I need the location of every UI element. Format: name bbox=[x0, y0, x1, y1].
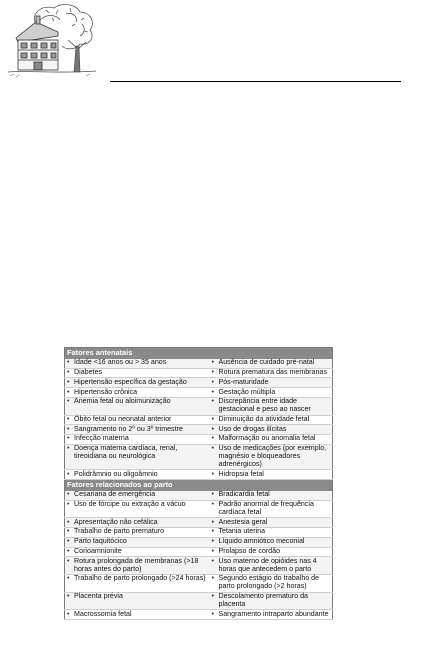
risk-factor-text: Trabalho de parto prematuro bbox=[74, 527, 165, 536]
list-item bbox=[67, 611, 208, 619]
table-row bbox=[65, 470, 333, 480]
list-item bbox=[67, 379, 208, 387]
table-cell bbox=[65, 574, 210, 592]
risk-factor-text: Polidrâmnio ou oligoâmnio bbox=[74, 469, 158, 478]
section-header: Fatores relacionados ao parto bbox=[65, 480, 333, 492]
bullet-icon: • bbox=[211, 500, 214, 509]
table-cell bbox=[65, 425, 210, 435]
risk-factor-text: Trabalho de parto prolongado (>24 horas) bbox=[74, 574, 206, 583]
list-item bbox=[67, 491, 208, 499]
risk-factor-text: Cesariana de emergência bbox=[74, 490, 156, 499]
bullet-icon: • bbox=[211, 591, 214, 600]
section-header-row bbox=[65, 480, 333, 492]
bullet-icon: • bbox=[67, 444, 70, 453]
risk-factor-text: Descolamento prematuro da placenta bbox=[218, 591, 309, 608]
risk-factor-text: Rotura prematura das membranas bbox=[218, 368, 327, 377]
risk-factor-text: Uso materno de opióides nas 4 horas que antecedem o parto bbox=[218, 556, 317, 573]
table-cell bbox=[210, 528, 333, 538]
table-cell bbox=[210, 537, 333, 547]
list-item bbox=[67, 538, 208, 546]
risk-factor-text: Diminuição da atividade fetal bbox=[218, 414, 310, 423]
labor-section bbox=[65, 480, 333, 620]
bullet-icon: • bbox=[67, 424, 70, 433]
table-cell bbox=[210, 444, 333, 470]
list-item bbox=[67, 416, 208, 424]
bullet-icon: • bbox=[67, 609, 70, 618]
bullet-icon: • bbox=[67, 546, 70, 555]
table-cell bbox=[210, 592, 333, 610]
risk-factor-text: Sangramento no 2º ou 3º trimestre bbox=[74, 424, 183, 433]
list-item bbox=[212, 379, 331, 387]
list-item bbox=[212, 359, 331, 367]
list-item bbox=[212, 501, 331, 517]
table-cell bbox=[210, 388, 333, 398]
table-row bbox=[65, 444, 333, 470]
table-row bbox=[65, 574, 333, 592]
bullet-icon: • bbox=[67, 368, 70, 377]
table-row bbox=[65, 378, 333, 388]
bullet-icon: • bbox=[211, 424, 214, 433]
list-item bbox=[67, 359, 208, 367]
antenatal-section bbox=[65, 348, 333, 480]
table-cell bbox=[210, 491, 333, 500]
list-item bbox=[67, 575, 208, 583]
table-cell bbox=[210, 434, 333, 444]
bullet-icon: • bbox=[211, 377, 214, 386]
bullet-icon: • bbox=[67, 537, 70, 546]
list-item bbox=[67, 471, 208, 479]
table-cell bbox=[210, 378, 333, 388]
bullet-icon: • bbox=[67, 490, 70, 499]
bullet-icon: • bbox=[67, 527, 70, 536]
table-cell bbox=[65, 547, 210, 557]
list-item bbox=[67, 389, 208, 397]
risk-factor-text: Anestesia geral bbox=[218, 517, 268, 526]
table-cell bbox=[65, 397, 210, 415]
risk-factor-text: Óbito fetal ou neonatal anterior bbox=[74, 414, 172, 423]
risk-factor-text: Corioamnionite bbox=[74, 546, 122, 555]
list-item bbox=[212, 398, 331, 414]
table-row bbox=[65, 547, 333, 557]
table-cell bbox=[65, 491, 210, 500]
table-row bbox=[65, 491, 333, 500]
table-row bbox=[65, 388, 333, 398]
table-cell bbox=[210, 470, 333, 480]
table-cell bbox=[65, 378, 210, 388]
section-header: Fatores antenatais bbox=[65, 348, 333, 360]
risk-factor-text: Tetania uterina bbox=[218, 527, 266, 536]
risk-factor-text: Hipertensão específica da gestação bbox=[74, 377, 187, 386]
table-row bbox=[65, 528, 333, 538]
risk-factor-text: Bradicardia fetal bbox=[218, 490, 270, 499]
bullet-icon: • bbox=[67, 397, 70, 406]
table-cell bbox=[210, 368, 333, 378]
list-item bbox=[212, 445, 331, 469]
list-item bbox=[212, 471, 331, 479]
bullet-icon: • bbox=[67, 377, 70, 386]
table-row bbox=[65, 359, 333, 368]
table-row bbox=[65, 425, 333, 435]
table-row bbox=[65, 518, 333, 528]
table-row bbox=[65, 500, 333, 518]
table-cell bbox=[210, 547, 333, 557]
risk-factor-text: Padrão anormal de frequência cardíaca fetal bbox=[218, 500, 314, 517]
bullet-icon: • bbox=[67, 591, 70, 600]
bullet-icon: • bbox=[67, 358, 70, 367]
table-cell bbox=[210, 397, 333, 415]
risk-factor-text: Discrepância entre idade gestacional e peso ao nascer bbox=[218, 397, 311, 414]
risk-factors-table bbox=[64, 347, 333, 620]
header-divider bbox=[110, 81, 401, 82]
risk-factor-text: Uso de drogas ilícitas bbox=[218, 424, 287, 433]
risk-factor-text: Macrossomia fetal bbox=[74, 609, 132, 618]
list-item bbox=[212, 538, 331, 546]
list-item bbox=[212, 548, 331, 556]
table-cell bbox=[65, 368, 210, 378]
table-row bbox=[65, 537, 333, 547]
table-cell bbox=[65, 537, 210, 547]
list-item bbox=[212, 491, 331, 499]
table-row bbox=[65, 368, 333, 378]
table-cell bbox=[210, 415, 333, 425]
risk-factor-text: Pós-maturidade bbox=[218, 377, 269, 386]
table-cell bbox=[65, 500, 210, 518]
risk-factor-text: Malformação ou anomalia fetal bbox=[218, 434, 316, 443]
bullet-icon: • bbox=[211, 368, 214, 377]
table-cell bbox=[65, 528, 210, 538]
risk-factor-text: Uso de medicações (por exemplo, magnésio e bloqueadores adrenérgicos) bbox=[218, 444, 327, 468]
risk-factor-text: Prolapso de cordão bbox=[218, 546, 281, 555]
bullet-icon: • bbox=[211, 358, 214, 367]
table-cell bbox=[65, 359, 210, 368]
list-item bbox=[67, 445, 208, 461]
table-cell bbox=[65, 557, 210, 575]
table-cell bbox=[65, 415, 210, 425]
risk-factor-text: Apresentação não cefálica bbox=[74, 517, 158, 526]
table-cell bbox=[65, 470, 210, 480]
risk-factor-text: Hidropsia fetal bbox=[218, 469, 264, 478]
risk-factor-text: Anemia fetal ou aloimunização bbox=[74, 397, 171, 406]
risk-factor-text: Diabetes bbox=[74, 368, 102, 377]
list-item bbox=[212, 593, 331, 609]
list-item bbox=[67, 435, 208, 443]
risk-factor-text: Uso de fórcipe ou extração a vácuo bbox=[74, 500, 186, 509]
list-item bbox=[67, 593, 208, 601]
bullet-icon: • bbox=[211, 556, 214, 565]
table-row bbox=[65, 557, 333, 575]
table-cell bbox=[65, 592, 210, 610]
bullet-icon: • bbox=[67, 556, 70, 565]
table-row bbox=[65, 592, 333, 610]
list-item bbox=[212, 528, 331, 536]
risk-factor-text: Segundo estágio do trabalho de parto prolongado (>2 horas) bbox=[218, 574, 320, 591]
table-row bbox=[65, 434, 333, 444]
table-cell bbox=[210, 425, 333, 435]
list-item bbox=[67, 369, 208, 377]
bullet-icon: • bbox=[67, 414, 70, 423]
risk-factor-text: Hipertensão crônica bbox=[74, 387, 138, 396]
bullet-icon: • bbox=[67, 500, 70, 509]
bullet-icon: • bbox=[67, 387, 70, 396]
bullet-icon: • bbox=[211, 397, 214, 406]
list-item bbox=[212, 416, 331, 424]
risk-factor-text: Gestação múltipla bbox=[218, 387, 276, 396]
list-item bbox=[212, 389, 331, 397]
table-cell bbox=[65, 434, 210, 444]
risk-factor-text: Ausência de cuidado pré-natal bbox=[218, 358, 315, 367]
table-row bbox=[65, 415, 333, 425]
risk-factor-text: Líquido amniótico meconial bbox=[218, 537, 305, 546]
list-item bbox=[67, 558, 208, 574]
list-item bbox=[212, 426, 331, 434]
list-item bbox=[67, 519, 208, 527]
table-cell bbox=[65, 444, 210, 470]
bullet-icon: • bbox=[211, 414, 214, 423]
risk-factor-text: Idade <16 anos ou > 35 anos bbox=[74, 358, 167, 367]
bullet-icon: • bbox=[211, 490, 214, 499]
table-row bbox=[65, 397, 333, 415]
bullet-icon: • bbox=[211, 537, 214, 546]
bullet-icon: • bbox=[211, 574, 214, 583]
table-cell bbox=[65, 388, 210, 398]
bullet-icon: • bbox=[211, 546, 214, 555]
risk-factor-text: Infecção materna bbox=[74, 434, 129, 443]
list-item bbox=[67, 548, 208, 556]
table-cell bbox=[65, 610, 210, 620]
list-item bbox=[212, 435, 331, 443]
table-cell bbox=[210, 500, 333, 518]
table-cell bbox=[65, 518, 210, 528]
list-item bbox=[67, 501, 208, 509]
table-cell bbox=[210, 574, 333, 592]
bullet-icon: • bbox=[67, 574, 70, 583]
list-item bbox=[212, 575, 331, 591]
list-item bbox=[212, 369, 331, 377]
risk-factor-text: Rotura prolongada de membranas (>18 horas antes do parto) bbox=[74, 556, 199, 573]
bullet-icon: • bbox=[211, 517, 214, 526]
risk-factor-text: Sangramento intraparto abundante bbox=[218, 609, 329, 618]
list-item bbox=[212, 558, 331, 574]
list-item bbox=[212, 611, 331, 619]
bullet-icon: • bbox=[211, 444, 214, 453]
bullet-icon: • bbox=[211, 609, 214, 618]
list-item bbox=[212, 519, 331, 527]
list-item bbox=[67, 398, 208, 406]
risk-factor-text: Doença materna cardíaca, renal, tireoidiana ou neurológica bbox=[74, 444, 178, 461]
table-cell bbox=[210, 359, 333, 368]
bullet-icon: • bbox=[67, 469, 70, 478]
bullet-icon: • bbox=[211, 434, 214, 443]
table-cell bbox=[210, 610, 333, 620]
risk-factor-text: Placenta prévia bbox=[74, 591, 123, 600]
bullet-icon: • bbox=[211, 469, 214, 478]
bullet-icon: • bbox=[67, 517, 70, 526]
table-cell bbox=[210, 557, 333, 575]
table-cell bbox=[210, 518, 333, 528]
bullet-icon: • bbox=[67, 434, 70, 443]
house-tree-logo bbox=[6, 2, 98, 80]
list-item bbox=[67, 426, 208, 434]
section-header-row bbox=[65, 348, 333, 360]
list-item bbox=[67, 528, 208, 536]
bullet-icon: • bbox=[211, 527, 214, 536]
bullet-icon: • bbox=[211, 387, 214, 396]
table-row bbox=[65, 610, 333, 620]
risk-factor-text: Parto taquitócico bbox=[74, 537, 127, 546]
